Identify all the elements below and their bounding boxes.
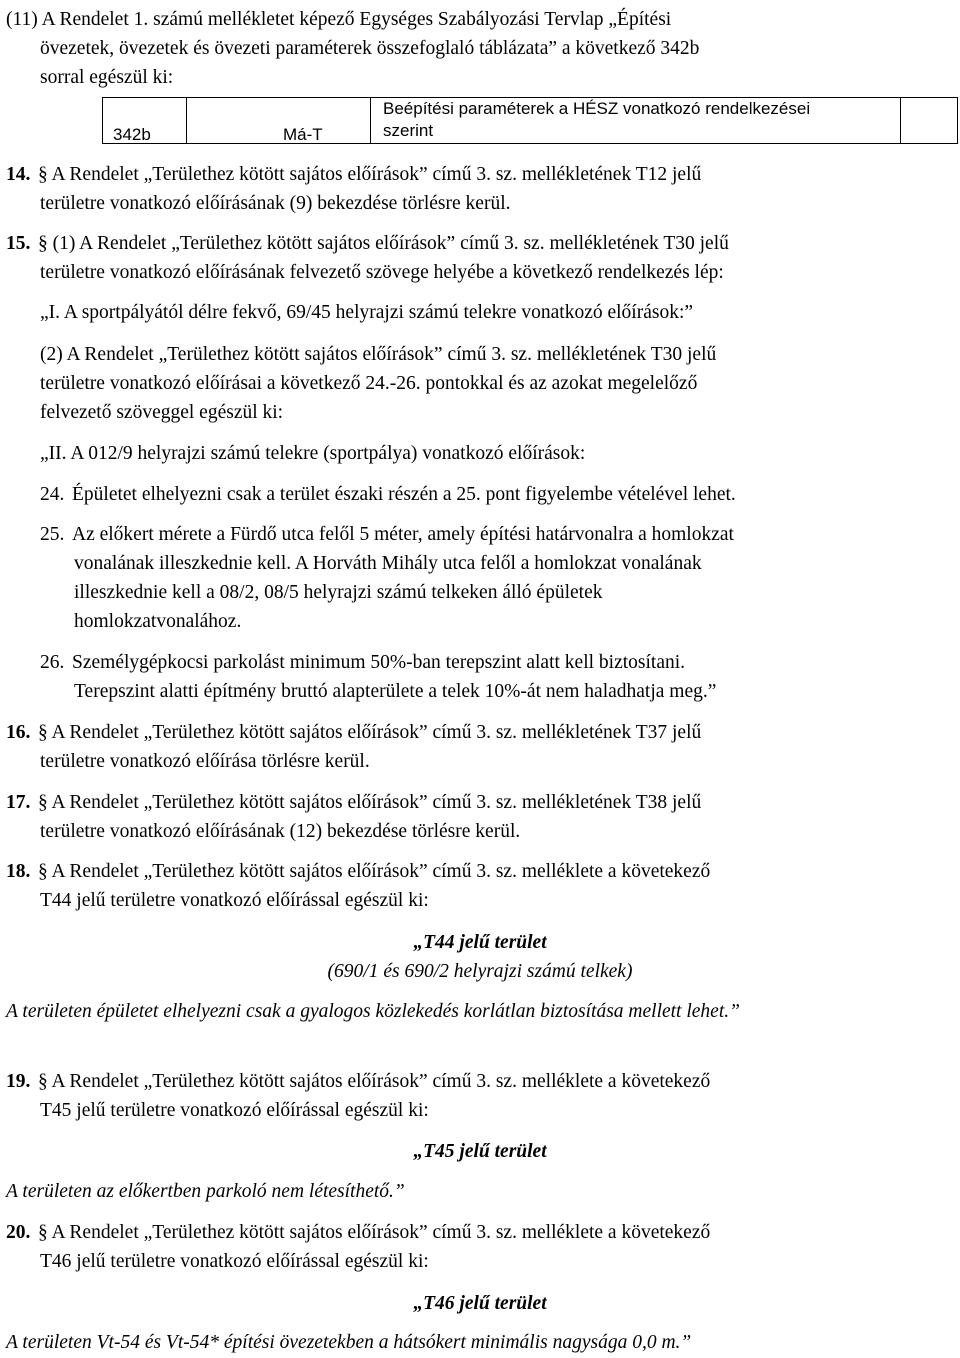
section-15-p2-line-2: területre vonatkozó előírásai a következő 24.-26. pontokkal és az azokat megelelőző: [40, 373, 698, 394]
section-19-body: A területen az előkertben parkoló nem létesíthető.”: [6, 1181, 405, 1202]
section-14-line-1: 14. § A Rendelet „Területhez kötött sajátos előírások” című 3. sz. mellékletének T12 jelű: [6, 160, 701, 189]
list-item-continuation: homlokzatvonalához.: [74, 611, 242, 632]
section-14-line-2: területre vonatkozó előírásának (9) bekezdése törlésre kerül.: [40, 193, 511, 214]
list-item: 26. Személygépkocsi parkolást minimum 50%-ban terepszint alatt kell biztosítani.: [40, 652, 686, 673]
section-16-line-2: területre vonatkozó előírása törlésre kerül.: [40, 751, 370, 772]
section-18-line-2: T44 jelű területre vonatkozó előírással egészül ki:: [40, 890, 429, 911]
section-17-line-1: 17. § A Rendelet „Területhez kötött sajátos előírások” című 3. sz. mellékletének T38 jelű: [6, 788, 701, 817]
section-19-line-2: T45 jelű területre vonatkozó előírással egészül ki:: [40, 1100, 429, 1121]
section-15-line-1: 15. § (1) A Rendelet „Területhez kötött sajátos előírások” című 3. sz. mellékletének T30 jelű: [6, 229, 729, 258]
table-cell-zone: [187, 98, 371, 143]
intro-line-1: (11) A Rendelet 1. számú mellékletet képező Egységes Szabályozási Tervlap „Építési: [6, 9, 672, 30]
list-item: 24. Épületet elhelyezni csak a terület északi részén a 25. pont figyelembe vételével lehet.: [40, 484, 736, 505]
section-16-line-1: 16. § A Rendelet „Területhez kötött sajátos előírások” című 3. sz. mellékletének T37 jelű: [6, 718, 701, 747]
section-20-title: „T46 jelű terület: [413, 1293, 547, 1314]
zoning-table-row: [102, 97, 958, 144]
table-cell-parameters-line-1: Beépítési paraméterek a HÉSZ vonatkozó rendelkezései: [383, 99, 811, 118]
table-cell-code: [103, 98, 187, 143]
list-item: 25. Az előkert mérete a Fürdő utca felől 5 méter, amely építési határvonalra a homlokzat: [40, 524, 734, 545]
section-20-line-2: T46 jelű területre vonatkozó előírással egészül ki:: [40, 1251, 429, 1272]
section-18-number: 18.: [6, 861, 31, 882]
section-18-subtitle: (690/1 és 690/2 helyrajzi számú telkek): [327, 961, 633, 982]
section-16-number: 16.: [6, 722, 31, 743]
section-15-line-2: területre vonatkozó előírásának felvezető szövege helyébe a következő rendelkezés lép:: [40, 262, 724, 283]
section-18-body: A területen épületet elhelyezni csak a gyalogos közlekedés korlátlan biztosítása mellett lehet.”: [6, 1001, 740, 1022]
section-15-number: 15.: [6, 233, 31, 254]
section-19-line-1: 19. § A Rendelet „Területhez kötött sajátos előírások” című 3. sz. melléklete a követekező: [6, 1067, 710, 1096]
table-cell-parameters: [371, 98, 901, 143]
list-item-continuation: Terepszint alatti építmény bruttó alapterülete a telek 10%-át nem haladhatja meg.”: [74, 681, 717, 702]
section-15-heading: „II. A 012/9 helyrajzi számú telekre (sportpálya) vonatkozó előírások:: [40, 443, 586, 464]
section-17-number: 17.: [6, 792, 31, 813]
table-cell-empty: [901, 98, 957, 143]
section-15-p2-line-3: felvezető szöveggel egészül ki:: [40, 402, 284, 423]
table-cell-parameters-line-2: szerint: [383, 121, 434, 140]
section-20-body: A területen Vt-54 és Vt-54* építési övezetekben a hátsókert minimális nagysága 0,0 m.”: [6, 1332, 692, 1353]
section-20-line-1: 20. § A Rendelet „Területhez kötött sajátos előírások” című 3. sz. melléklete a követekező: [6, 1218, 710, 1247]
intro-line-3: sorral egészül ki:: [40, 67, 174, 88]
section-20-number: 20.: [6, 1222, 31, 1243]
section-19-number: 19.: [6, 1071, 31, 1092]
section-18-line-1: 18. § A Rendelet „Területhez kötött sajátos előírások” című 3. sz. melléklete a követekező: [6, 857, 710, 886]
intro-line-2: övezetek, övezetek és övezeti paraméterek összefoglaló táblázata” a következő 342b: [40, 38, 700, 59]
section-14-number: 14.: [6, 164, 31, 185]
section-17-line-2: területre vonatkozó előírásának (12) bekezdése törlésre kerül.: [40, 821, 521, 842]
section-15-p2-line-1: (2) A Rendelet „Területhez kötött sajátos előírások” című 3. sz. mellékletének T30 jelű: [40, 344, 717, 365]
list-item-continuation: vonalának illeszkednie kell. A Horváth Mihály utca felől a homlokzat vonalának: [74, 553, 702, 574]
table-cell-zone-text: Má-T: [283, 125, 323, 144]
list-item-continuation: illeszkednie kell a 08/2, 08/5 helyrajzi számú telkeken álló épületek: [74, 582, 603, 603]
table-cell-code-text: 342b: [113, 125, 151, 144]
section-19-title: „T45 jelű terület: [413, 1141, 547, 1162]
section-18-title: „T44 jelű terület: [413, 932, 547, 953]
section-15-quote: „I. A sportpályától délre fekvő, 69/45 helyrajzi számú telekre vonatkozó előírások:”: [40, 302, 694, 323]
